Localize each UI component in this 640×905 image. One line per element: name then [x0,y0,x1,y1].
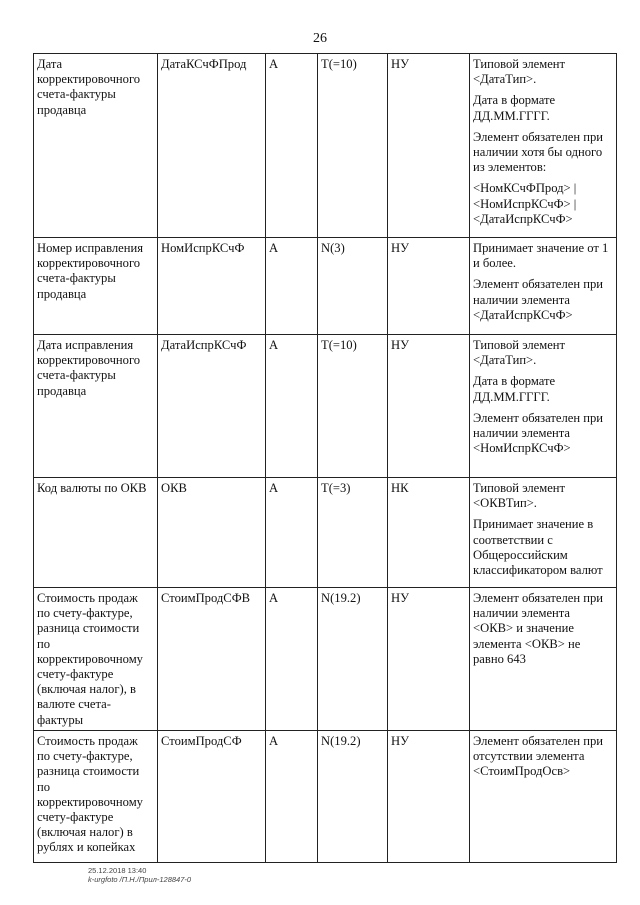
note-text: Элемент обязателен при наличии элемента <НомИспрКСчФ> [473,410,604,456]
element-format-cell: N(19.2) [318,588,388,731]
element-code-cell: НомИспрКСчФ [158,238,266,335]
element-notes-cell [470,54,617,238]
note-text: <НомКСчФПрод> | <НомИспрКСчФ> | <ДатаИспрКСчФ> [473,181,577,226]
element-requirement-cell: НУ [388,335,470,478]
footer-timestamp: 25.12.2018 13:40 [88,866,147,875]
element-notes-cell [470,731,617,863]
element-type-cell: А [266,54,318,238]
element-name-cell: Дата исправления корректировочного счета-фактуры продавца [34,335,158,478]
element-code-cell: СтоимПродСФ [158,731,266,863]
element-notes-cell [470,335,617,478]
footer-stamp [88,866,191,884]
footer-document-id: k-urgfoto /П.Н./Прил-128847-0 [88,875,192,884]
element-type-cell: А [266,731,318,863]
element-type-cell: А [266,588,318,731]
element-format-cell: N(19.2) [318,731,388,863]
element-format-cell: N(3) [318,238,388,335]
note-text: Элемент обязателен при наличии элемента <ОКВ> и значение элемента <ОКВ> не равно 643 [473,591,604,666]
note-text: Дата в формате ДД.ММ.ГГГГ. [473,374,556,404]
table-row [34,335,617,478]
element-type-cell: А [266,335,318,478]
element-type-cell: А [266,238,318,335]
element-name-cell: Код валюты по ОКВ [34,478,158,588]
element-name-cell: Стоимость продаж по счету-фактуре, разница стоимости по корректировочному счету-фактуре (включая налог), в валюте счета-фактуры [34,588,158,731]
note-text: Элемент обязателен при наличии хотя бы одного из элементов: [473,129,604,175]
table-row [34,478,617,588]
page-number: 26 [313,31,327,46]
element-code-cell: ОКВ [158,478,266,588]
note-text: Типовой элемент <ДатаТип>. [473,338,566,368]
note-text: Принимает значение в соответствии с Общероссийским классификатором валют [473,517,603,578]
element-format-cell: T(=10) [318,335,388,478]
note-text: Принимает значение от 1 и более. [473,241,609,271]
element-format-cell: T(=3) [318,478,388,588]
note-text: Типовой элемент <ДатаТип>. [473,57,566,87]
table-row [34,238,617,335]
element-requirement-cell: НУ [388,54,470,238]
element-requirement-cell: НК [388,478,470,588]
note-text: Элемент обязателен при отсутствии элемента <СтоимПродОсв> [473,734,604,779]
element-code-cell: ДатаКСчФПрод [158,54,266,238]
element-type-cell: А [266,478,318,588]
note-text: Дата в формате ДД.ММ.ГГГГ. [473,93,556,123]
note-text: Элемент обязателен при наличии элемента <ДатаИспрКСчФ> [473,277,604,322]
note-text: Типовой элемент <ОКВТип>. [473,481,566,511]
element-name-cell: Стоимость продаж по счету-фактуре, разница стоимости по корректировочному счету-фактуре (включая налог) в рублях и копейках [34,731,158,863]
element-name-cell: Дата корректировочного счета-фактуры продавца [34,54,158,238]
table-row [34,731,617,863]
element-requirement-cell: НУ [388,588,470,731]
table-row [34,588,617,731]
table-row [34,54,617,238]
element-requirement-cell: НУ [388,731,470,863]
element-notes-cell [470,238,617,335]
element-format-cell: T(=10) [318,54,388,238]
element-notes-cell [470,478,617,588]
element-requirement-cell: НУ [388,238,470,335]
element-code-cell: ДатаИспрКСчФ [158,335,266,478]
element-notes-cell [470,588,617,731]
element-name-cell: Номер исправления корректировочного счета-фактуры продавца [34,238,158,335]
element-code-cell: СтоимПродСФВ [158,588,266,731]
data-elements-table [33,53,617,863]
